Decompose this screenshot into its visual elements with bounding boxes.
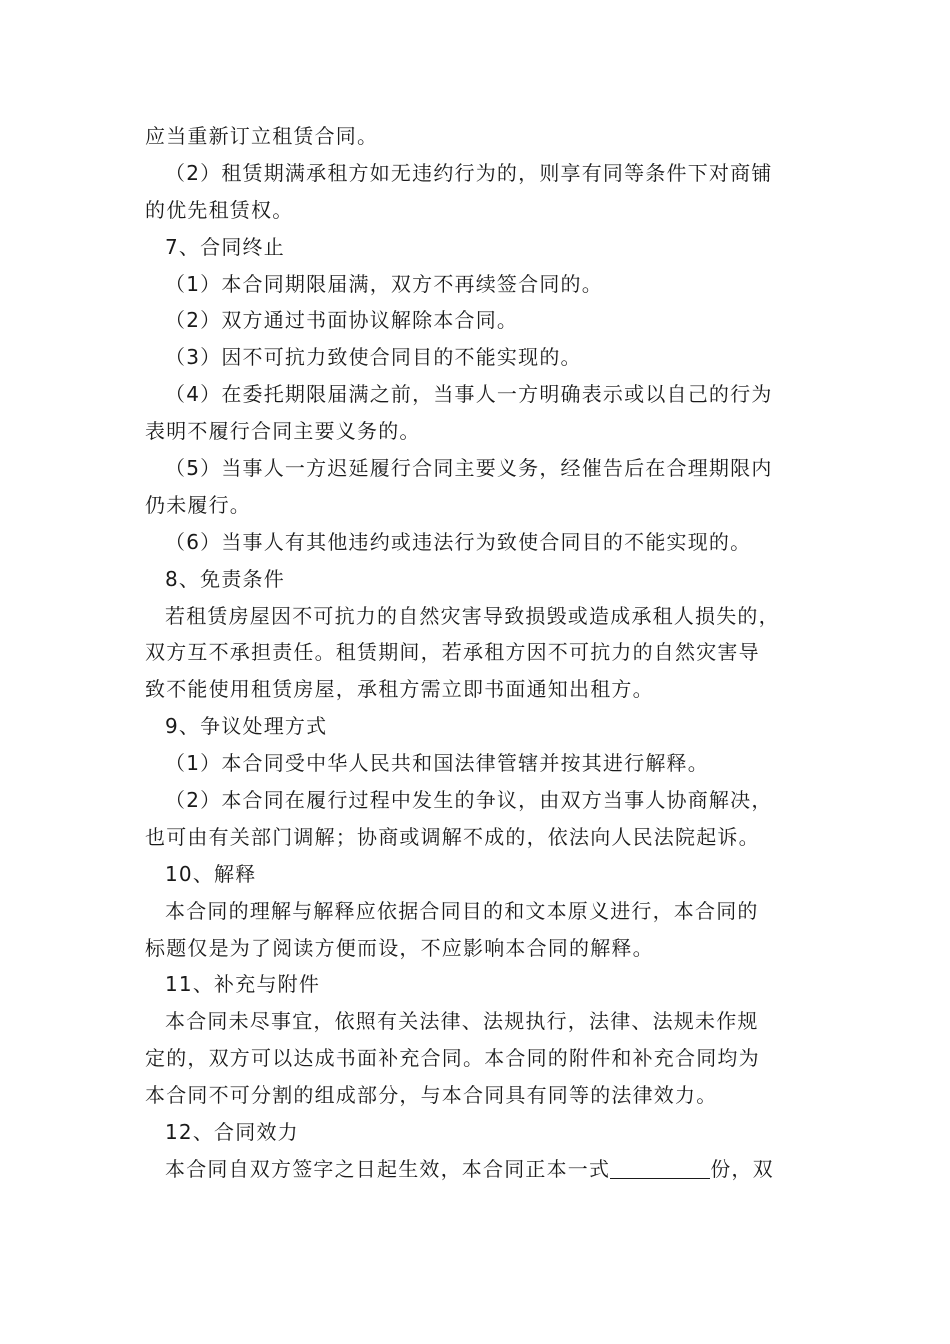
text-line: 定的，双方可以达成书面补充合同。本合同的附件和补充合同均为 [145,1046,760,1071]
text-line: 应当重新订立租赁合同。 [145,124,379,148]
section-heading: 10、解释 [165,861,257,886]
text-before-blank: 本合同自双方签字之日起生效，本合同正本一式 [165,1156,611,1181]
text-line: 也可由有关部门调解；协商或调解不成的，依法向人民法院起诉。 [145,824,760,849]
clause-item: （2）本合同在履行过程中发生的争议，由双方当事人协商解决， [165,788,773,813]
clause-item: （4）在委托期限届满之前，当事人一方明确表示或以自己的行为 [165,382,773,407]
section-heading: 12、合同效力 [165,1120,299,1145]
copies-blank [610,1156,710,1179]
clause-item: （3）因不可抗力致使合同目的不能实现的。 [165,345,582,370]
text-line: 仍未履行。 [145,492,251,517]
clause-item: （5）当事人一方迟延履行合同主要义务，经催告后在合理期限内 [165,456,773,481]
clause-item: （6）当事人有其他违约或违法行为致使合同目的不能实现的。 [165,529,752,554]
clause-item: （2）双方通过书面协议解除本合同。 [165,308,519,333]
paragraph-line: 本合同未尽事宜，依照有关法律、法规执行，法律、法规未作规 [165,1009,759,1034]
clause-item: （1）本合同受中华人民共和国法律管辖并按其进行解释。 [165,751,709,776]
paragraph-line [145,1151,810,1188]
section-heading: 9、争议处理方式 [165,714,328,739]
text-line: 双方互不承担责任。租赁期间，若承租方因不可抗力的自然灾害导 [145,640,760,665]
paragraph-line: 若租赁房屋因不可抗力的自然灾害导致损毁或造成承租人损失的， [165,603,780,628]
clause-item: （2）租赁期满承租方如无违约行为的，则享有同等条件下对商铺 [165,160,773,185]
text-line: 本合同不可分割的组成部分，与本合同具有同等的法律效力。 [145,1083,718,1108]
section-heading: 8、免责条件 [165,566,285,591]
text-line: 的优先租赁权。 [145,197,294,222]
contract-text [145,118,810,1188]
clause-item: （1）本合同期限届满，双方不再续签合同的。 [165,271,603,296]
text-line: 表明不履行合同主要义务的。 [145,419,421,444]
paragraph-line: 本合同的理解与解释应依据合同目的和文本原义进行，本合同的 [165,898,759,923]
text-after-blank: 份，双 [710,1156,774,1181]
section-heading: 7、合同终止 [165,234,285,259]
text-line: 标题仅是为了阅读方便而设，不应影响本合同的解释。 [145,935,654,960]
text-line: 致不能使用租赁房屋，承租方需立即书面通知出租方。 [145,677,654,702]
section-heading: 11、补充与附件 [165,972,321,997]
